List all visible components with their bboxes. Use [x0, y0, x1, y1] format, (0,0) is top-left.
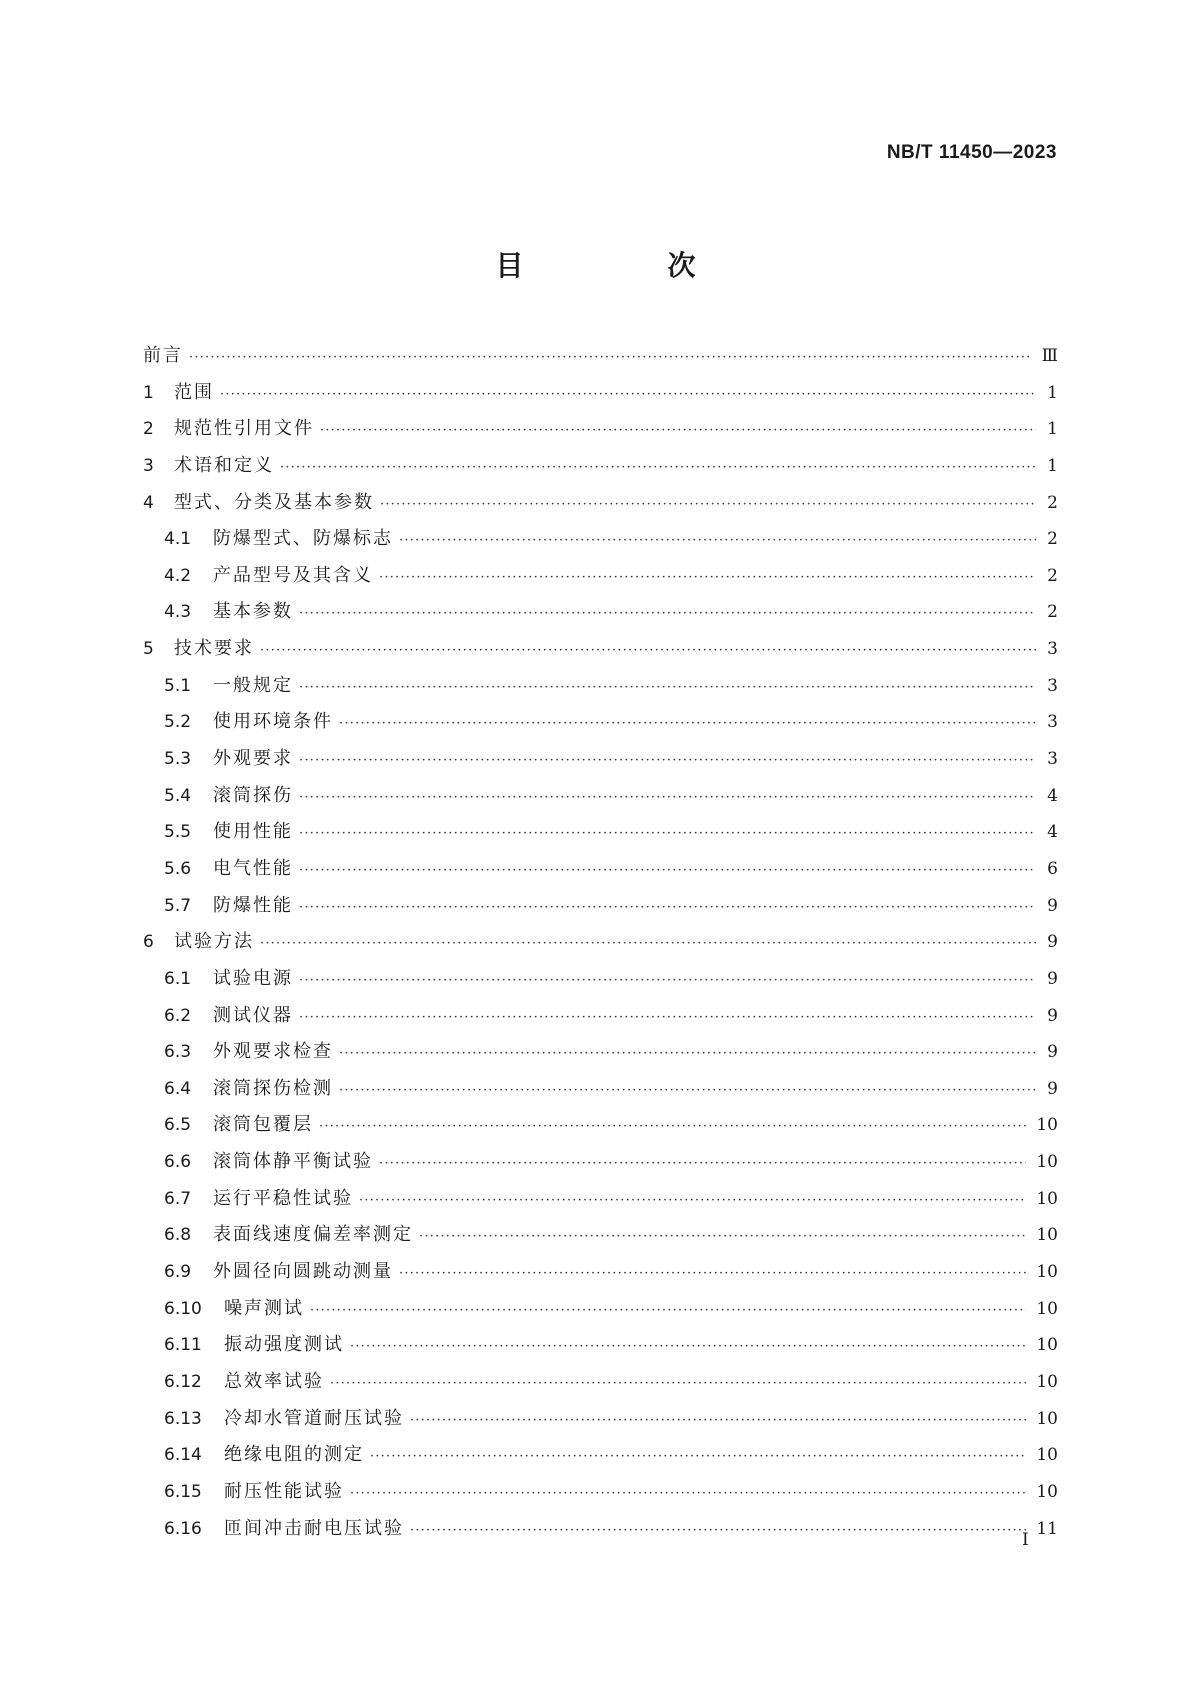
toc-entry-label: 术语和定义 [174, 454, 274, 476]
toc-entry-page: 10 [1036, 1225, 1058, 1246]
toc-entry-number: 2 [143, 419, 154, 440]
toc-entry[interactable] [143, 1401, 1058, 1438]
toc-entry[interactable] [143, 778, 1058, 815]
toc-entry-label: 运行平稳性试验 [213, 1187, 353, 1209]
toc-entry-number: 1 [143, 382, 154, 403]
toc-entry-number: 5.4 [164, 785, 192, 806]
toc-leader-dots [280, 450, 1036, 487]
toc-leader-dots [299, 890, 1036, 927]
toc-entry-number: 6 [143, 932, 154, 953]
toc-leader-dots [399, 523, 1036, 560]
toc-entry-number: 6.3 [164, 1042, 192, 1063]
toc-leader-dots [359, 1183, 1026, 1220]
toc-entry-number: 5 [143, 639, 154, 660]
toc-leader-dots [379, 560, 1036, 597]
toc-entry-page: 9 [1047, 1078, 1058, 1099]
toc-entry-number: 6.15 [164, 1481, 202, 1502]
toc-entry-page: 3 [1047, 749, 1058, 770]
page-title: 目 次 [495, 249, 754, 282]
toc-entry[interactable] [143, 448, 1058, 485]
toc-entry-number: 6.14 [164, 1445, 202, 1466]
toc-entry[interactable] [143, 924, 1058, 961]
toc-leader-dots [410, 1513, 1026, 1550]
toc-entry-label: 使用性能 [213, 821, 293, 843]
toc-entry-page: 9 [1047, 932, 1058, 953]
toc-entry[interactable] [143, 1511, 1058, 1548]
toc-entry[interactable] [143, 1144, 1058, 1181]
standard-number: NB/T 11450—2023 [886, 142, 1057, 163]
toc-leader-dots [299, 963, 1036, 1000]
toc-entry-label: 总效率试验 [224, 1370, 324, 1392]
toc-entry-label: 产品型号及其含义 [213, 564, 373, 586]
toc-entry-label: 基本参数 [213, 601, 293, 623]
toc-leader-dots [260, 926, 1036, 963]
toc-entry-page: 3 [1047, 712, 1058, 733]
toc-entry-label: 噪声测试 [224, 1297, 304, 1319]
toc-entry-page: 10 [1036, 1298, 1058, 1319]
toc-leader-dots [399, 1256, 1026, 1293]
toc-entry[interactable] [143, 851, 1058, 888]
toc-entry[interactable] [143, 558, 1058, 595]
toc-leader-dots [299, 670, 1036, 707]
toc-entry[interactable] [143, 411, 1058, 448]
toc-entry[interactable] [143, 594, 1058, 631]
toc-entry-label: 试验方法 [174, 931, 254, 953]
toc-entry-label: 外观要求 [213, 748, 293, 770]
toc-entry-page: 10 [1036, 1335, 1058, 1356]
toc-entry-page: 1 [1047, 455, 1058, 476]
toc-entry-number: 3 [143, 455, 154, 476]
toc-entry-number: 6.2 [164, 1005, 192, 1026]
toc-entry-label: 试验电源 [213, 967, 293, 989]
toc-entry-label: 使用环境条件 [213, 711, 333, 733]
toc-entry-number: 4.2 [164, 565, 192, 586]
toc-entry-number: 6.16 [164, 1518, 202, 1539]
toc-leader-dots [350, 1329, 1026, 1366]
toc-entry-page: 1 [1047, 382, 1058, 403]
toc-entry-number: 6.5 [164, 1115, 192, 1136]
toc-entry[interactable] [143, 1034, 1058, 1071]
toc-leader-dots [419, 1219, 1026, 1256]
toc-entry[interactable] [143, 1071, 1058, 1108]
toc-entry-number: 6.4 [164, 1078, 192, 1099]
toc-entry-label: 外圆径向圆跳动测量 [213, 1261, 393, 1283]
toc-entry-page: 10 [1036, 1115, 1058, 1136]
toc-entry-label: 冷却水管道耐压试验 [224, 1407, 404, 1429]
toc-entry[interactable] [143, 1291, 1058, 1328]
toc-leader-dots [370, 1439, 1026, 1476]
toc-entry-label: 一般规定 [213, 674, 293, 696]
toc-entry-page: 9 [1047, 1005, 1058, 1026]
toc-entry-number: 6.12 [164, 1371, 202, 1392]
toc-entry[interactable] [143, 1474, 1058, 1511]
toc-leader-dots [410, 1403, 1026, 1440]
toc-entry[interactable] [143, 521, 1058, 558]
toc-entry-number: 5.7 [164, 895, 192, 916]
toc-entry[interactable] [143, 338, 1058, 375]
toc-entry-page: 9 [1047, 1042, 1058, 1063]
toc-entry-page: 3 [1047, 639, 1058, 660]
toc-entry-label: 滚筒探伤 [213, 784, 293, 806]
toc-leader-dots [189, 340, 1032, 377]
toc-entry-number: 6.9 [164, 1262, 192, 1283]
toc-leader-dots [379, 1146, 1026, 1183]
toc-entry-label: 外观要求检查 [213, 1041, 333, 1063]
toc-entry-label: 滚筒包覆层 [213, 1114, 313, 1136]
toc-entry-label: 防爆型式、防爆标志 [213, 528, 393, 550]
toc-entry-page: 9 [1047, 968, 1058, 989]
toc-entry[interactable] [143, 668, 1058, 705]
toc-entry-label: 滚筒探伤检测 [213, 1077, 333, 1099]
toc-entry[interactable] [143, 1217, 1058, 1254]
toc-entry-number: 5.3 [164, 749, 192, 770]
toc-entry[interactable] [143, 704, 1058, 741]
toc-entry-page: 2 [1047, 492, 1058, 513]
toc-entry-number: 5.1 [164, 675, 192, 696]
toc-leader-dots [260, 633, 1036, 670]
toc-leader-dots [319, 1109, 1026, 1146]
toc-entry-number: 6.11 [164, 1335, 202, 1356]
page-folio: Ⅰ [1022, 1530, 1029, 1550]
toc-entry-page: 10 [1036, 1371, 1058, 1392]
toc-leader-dots [299, 853, 1036, 890]
toc-entry-page: 3 [1047, 675, 1058, 696]
toc-entry-number: 5.2 [164, 712, 192, 733]
toc-entry-page: 10 [1036, 1445, 1058, 1466]
toc-entry-label: 绝缘电阻的测定 [224, 1444, 364, 1466]
toc-entry-page: 9 [1047, 895, 1058, 916]
toc-entry[interactable] [143, 1181, 1058, 1218]
toc-entry[interactable] [143, 998, 1058, 1035]
toc-leader-dots [380, 487, 1036, 524]
toc-entry[interactable] [143, 485, 1058, 522]
toc-entry-page: 10 [1036, 1481, 1058, 1502]
toc-entry-number: 6.6 [164, 1152, 192, 1173]
toc-entry-page: 4 [1047, 785, 1058, 806]
toc-entry[interactable] [143, 1107, 1058, 1144]
toc-entry-page: 10 [1036, 1188, 1058, 1209]
toc-entry[interactable] [143, 375, 1058, 412]
toc-entry-page: 2 [1047, 602, 1058, 623]
toc-leader-dots [299, 816, 1036, 853]
toc-entry-number: 6.7 [164, 1188, 192, 1209]
toc-entry-number: 4.1 [164, 529, 192, 550]
toc-entry-label: 振动强度测试 [224, 1334, 344, 1356]
toc-leader-dots [320, 413, 1036, 450]
toc-leader-dots [220, 377, 1036, 414]
toc-entry-label: 耐压性能试验 [224, 1480, 344, 1502]
toc-entry[interactable] [143, 1364, 1058, 1401]
toc-entry-number: 6.8 [164, 1225, 192, 1246]
toc-leader-dots [330, 1366, 1026, 1403]
toc-entry-page: 2 [1047, 529, 1058, 550]
toc-entry-page: 4 [1047, 822, 1058, 843]
toc-entry[interactable] [143, 631, 1058, 668]
toc-entry-number: 4 [143, 492, 154, 513]
table-of-contents [143, 338, 1058, 1547]
toc-entry-number: 6.10 [164, 1298, 202, 1319]
toc-entry-number: 5.6 [164, 858, 192, 879]
toc-entry-page: 10 [1036, 1408, 1058, 1429]
toc-entry-page: 10 [1036, 1262, 1058, 1283]
toc-leader-dots [299, 780, 1036, 817]
toc-leader-dots [299, 743, 1036, 780]
toc-entry-label: 型式、分类及基本参数 [174, 491, 374, 513]
toc-entry-label: 匝间冲击耐电压试验 [224, 1517, 404, 1539]
toc-entry-page: 1 [1047, 419, 1058, 440]
toc-entry-page: 10 [1036, 1152, 1058, 1173]
toc-entry-label: 技术要求 [174, 638, 254, 660]
toc-leader-dots [299, 596, 1036, 633]
toc-entry[interactable] [143, 1327, 1058, 1364]
toc-entry[interactable] [143, 1437, 1058, 1474]
toc-entry-label: 规范性引用文件 [174, 418, 314, 440]
toc-entry-number: 5.5 [164, 822, 192, 843]
toc-entry-label: 表面线速度偏差率测定 [213, 1224, 413, 1246]
toc-entry-label: 电气性能 [213, 857, 293, 879]
toc-leader-dots [339, 1036, 1036, 1073]
toc-entry-label: 防爆性能 [213, 894, 293, 916]
toc-entry-page: 2 [1047, 565, 1058, 586]
toc-leader-dots [339, 1073, 1036, 1110]
toc-entry[interactable] [143, 1254, 1058, 1291]
toc-entry-label: 前言 [143, 345, 183, 366]
toc-entry[interactable] [143, 888, 1058, 925]
toc-entry-number: 6.13 [164, 1408, 202, 1429]
toc-leader-dots [339, 706, 1036, 743]
toc-leader-dots [299, 1000, 1036, 1037]
toc-entry-label: 范围 [174, 381, 214, 403]
toc-entry-label: 滚筒体静平衡试验 [213, 1151, 373, 1173]
toc-entry-page: Ⅲ [1041, 346, 1058, 366]
toc-entry[interactable] [143, 741, 1058, 778]
toc-entry-page: 11 [1036, 1518, 1058, 1539]
toc-leader-dots [350, 1476, 1026, 1513]
toc-entry[interactable] [143, 814, 1058, 851]
toc-entry[interactable] [143, 961, 1058, 998]
toc-entry-number: 6.1 [164, 968, 192, 989]
toc-entry-page: 6 [1047, 858, 1058, 879]
toc-leader-dots [310, 1293, 1026, 1330]
toc-entry-label: 测试仪器 [213, 1004, 293, 1026]
toc-entry-number: 4.3 [164, 602, 192, 623]
